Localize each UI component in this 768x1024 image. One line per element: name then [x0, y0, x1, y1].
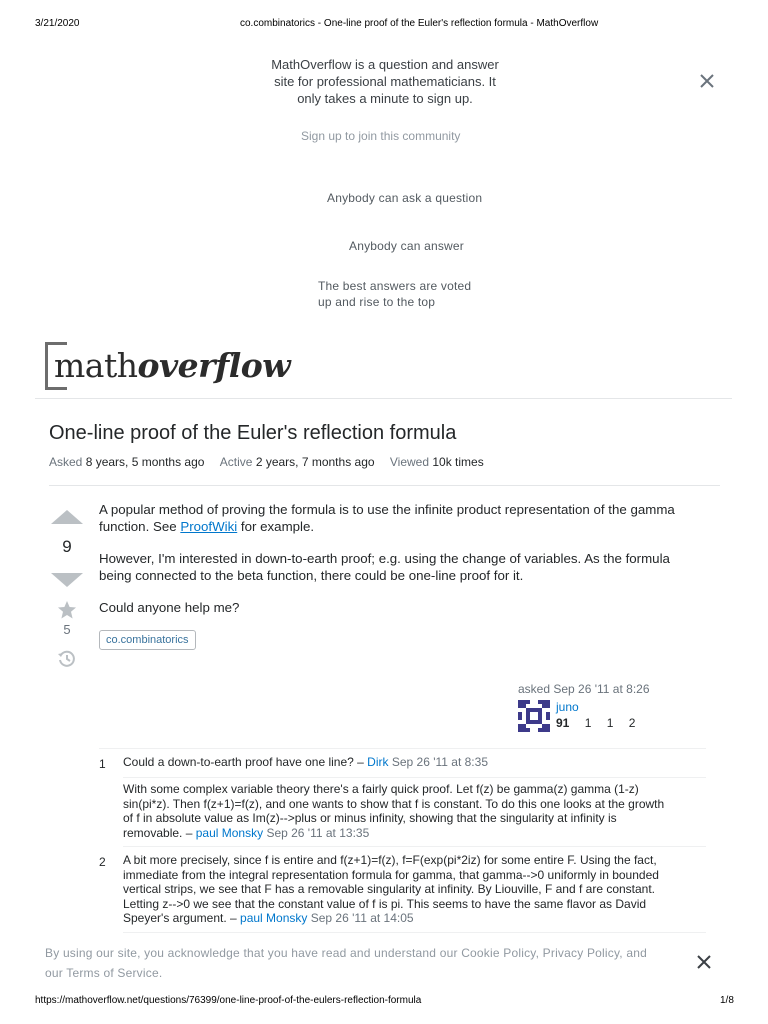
comment-line-last	[123, 826, 713, 841]
comment-text: Could a down-to-earth proof have one line? –	[123, 755, 364, 769]
active-label: Active	[219, 455, 253, 469]
body-paragraph-1	[99, 501, 699, 535]
comment-2	[123, 782, 713, 840]
history-icon[interactable]	[57, 649, 77, 669]
comment-line: A bit more precisely, since f is entire and f(z+1)=f(z), f=F(exp(pi*2iz) for some entire F. Using the fact,	[123, 853, 657, 867]
comment-line: With some complex variable theory there's a fairly quick proof. Let f(z) be gamma(z) gamma (1-z)	[123, 782, 639, 796]
viewed-value: 10k times	[432, 455, 484, 469]
comment-date[interactable]: Sep 26 '11 at 14:05	[310, 911, 414, 925]
comment-line: of f in absolute value as Im(z)-->plus or minus infinity, showing that the singularity at infinity is	[123, 811, 617, 825]
question-meta	[49, 455, 484, 469]
user-stats	[556, 716, 635, 730]
asked-label: Asked	[49, 455, 83, 469]
title-divider	[49, 485, 720, 486]
badge-gold-count: 1	[584, 716, 592, 730]
comment-1	[123, 755, 703, 770]
comment-date[interactable]: Sep 26 '11 at 8:35	[391, 755, 488, 769]
badge-bronze-count: 2	[628, 716, 636, 730]
body-paragraph-2: However, I'm interested in down-to-earth proof; e.g. using the change of variables. As the formula being connected to the beta function, there could be one-line proof for it.	[99, 551, 670, 583]
cookie-banner	[45, 943, 685, 983]
comment-score: 2	[99, 855, 106, 869]
tag-co-combinatorics[interactable]: co.combinatorics	[99, 630, 196, 650]
header-divider	[35, 398, 732, 399]
comment-divider	[123, 777, 706, 778]
signup-line-1: MathOverflow is a question and answer	[271, 57, 499, 72]
comment-divider	[123, 932, 706, 933]
logo[interactable]	[54, 346, 290, 385]
comment-user-link[interactable]: Dirk	[367, 755, 389, 769]
signup-banner	[240, 56, 530, 107]
feature-answer: Anybody can answer	[349, 239, 464, 253]
vote-down-icon[interactable]	[51, 573, 83, 587]
proofwiki-link[interactable]: ProofWiki	[180, 519, 238, 534]
comment-text-end: Speyer's argument. –	[123, 911, 237, 925]
signup-line-3: only takes a minute to sign up.	[297, 91, 473, 106]
print-date: 3/21/2020	[35, 18, 80, 29]
logo-overflow: overflow	[137, 346, 291, 385]
avatar[interactable]	[518, 700, 550, 732]
favorite-count: 5	[63, 622, 71, 637]
comments-top-divider	[99, 748, 706, 749]
print-title: co.combinatorics - One-line proof of the Euler's reflection formula - MathOverflow	[240, 18, 599, 29]
logo-math: math	[54, 346, 138, 385]
feature-voted-line-2: up and rise to the top	[318, 295, 436, 309]
asked-value: 8 years, 5 months ago	[85, 455, 205, 469]
vote-count: 9	[62, 537, 72, 556]
close-icon[interactable]	[698, 72, 716, 90]
user-reputation: 91	[556, 716, 570, 730]
print-page-number: 1/8	[720, 995, 734, 1006]
cookie-close-icon[interactable]	[696, 954, 712, 970]
comment-line: Letting z-->0 we see that the constant value of f is pi. This seems to have the same flavor as David	[123, 896, 647, 911]
viewed-label: Viewed	[389, 455, 430, 469]
comment-score: 1	[99, 757, 106, 771]
signup-line-2: site for professional mathematicians. It	[274, 74, 496, 89]
feature-ask: Anybody can ask a question	[327, 191, 483, 205]
badge-silver-count: 1	[606, 716, 614, 730]
comment-user-link[interactable]: paul Monsky	[195, 825, 264, 840]
comment-user-link[interactable]: paul Monsky	[240, 911, 308, 925]
body-paragraph-3: Could anyone help me?	[99, 600, 240, 615]
comment-date[interactable]: Sep 26 '11 at 13:35	[266, 825, 370, 840]
question-title[interactable]: One-line proof of the Euler's reflection formula	[49, 422, 457, 444]
body-p1-after: for example.	[240, 519, 315, 534]
active-value[interactable]: 2 years, 7 months ago	[255, 455, 375, 469]
comment-divider	[123, 846, 706, 847]
feature-voted-line-1: The best answers are voted	[318, 279, 472, 293]
comment-line: sin(pi*z). Then f(z+1)=f(z), and one wants to show that f is constant. To do this one looks at the growth	[123, 796, 665, 811]
comment-line: immediate from the integral representation formula for gamma, that gamma-->0 uniformly in bounded	[123, 867, 659, 882]
print-url: https://mathoverflow.net/questions/76399/one-line-proof-of-the-eulers-reflection-formula	[35, 995, 422, 1006]
comment-line-last	[123, 911, 713, 926]
favorite-star-icon[interactable]	[57, 600, 77, 620]
body-p1-text: A popular method of proving the formula is to use the infinite product representation of the gamma function. See	[99, 502, 675, 534]
comment-3	[123, 853, 713, 926]
vote-up-icon[interactable]	[51, 510, 83, 524]
question-body	[99, 501, 699, 616]
comment-line: vertical strips, we see that F has a removable singularity at infinity. By Liouville, F and f are constant.	[123, 882, 656, 896]
asked-by-label: asked Sep 26 '11 at 8:26	[518, 682, 650, 696]
comment-text-end: removable. –	[123, 825, 193, 840]
cookie-line-2: our Terms of Service.	[45, 966, 163, 980]
cookie-line-1: By using our site, you acknowledge that you have read and understand our Cookie Policy, Privacy Policy, and	[45, 946, 647, 960]
signup-join-link[interactable]: Sign up to join this community	[301, 129, 461, 143]
user-name-link[interactable]: juno	[556, 700, 579, 714]
